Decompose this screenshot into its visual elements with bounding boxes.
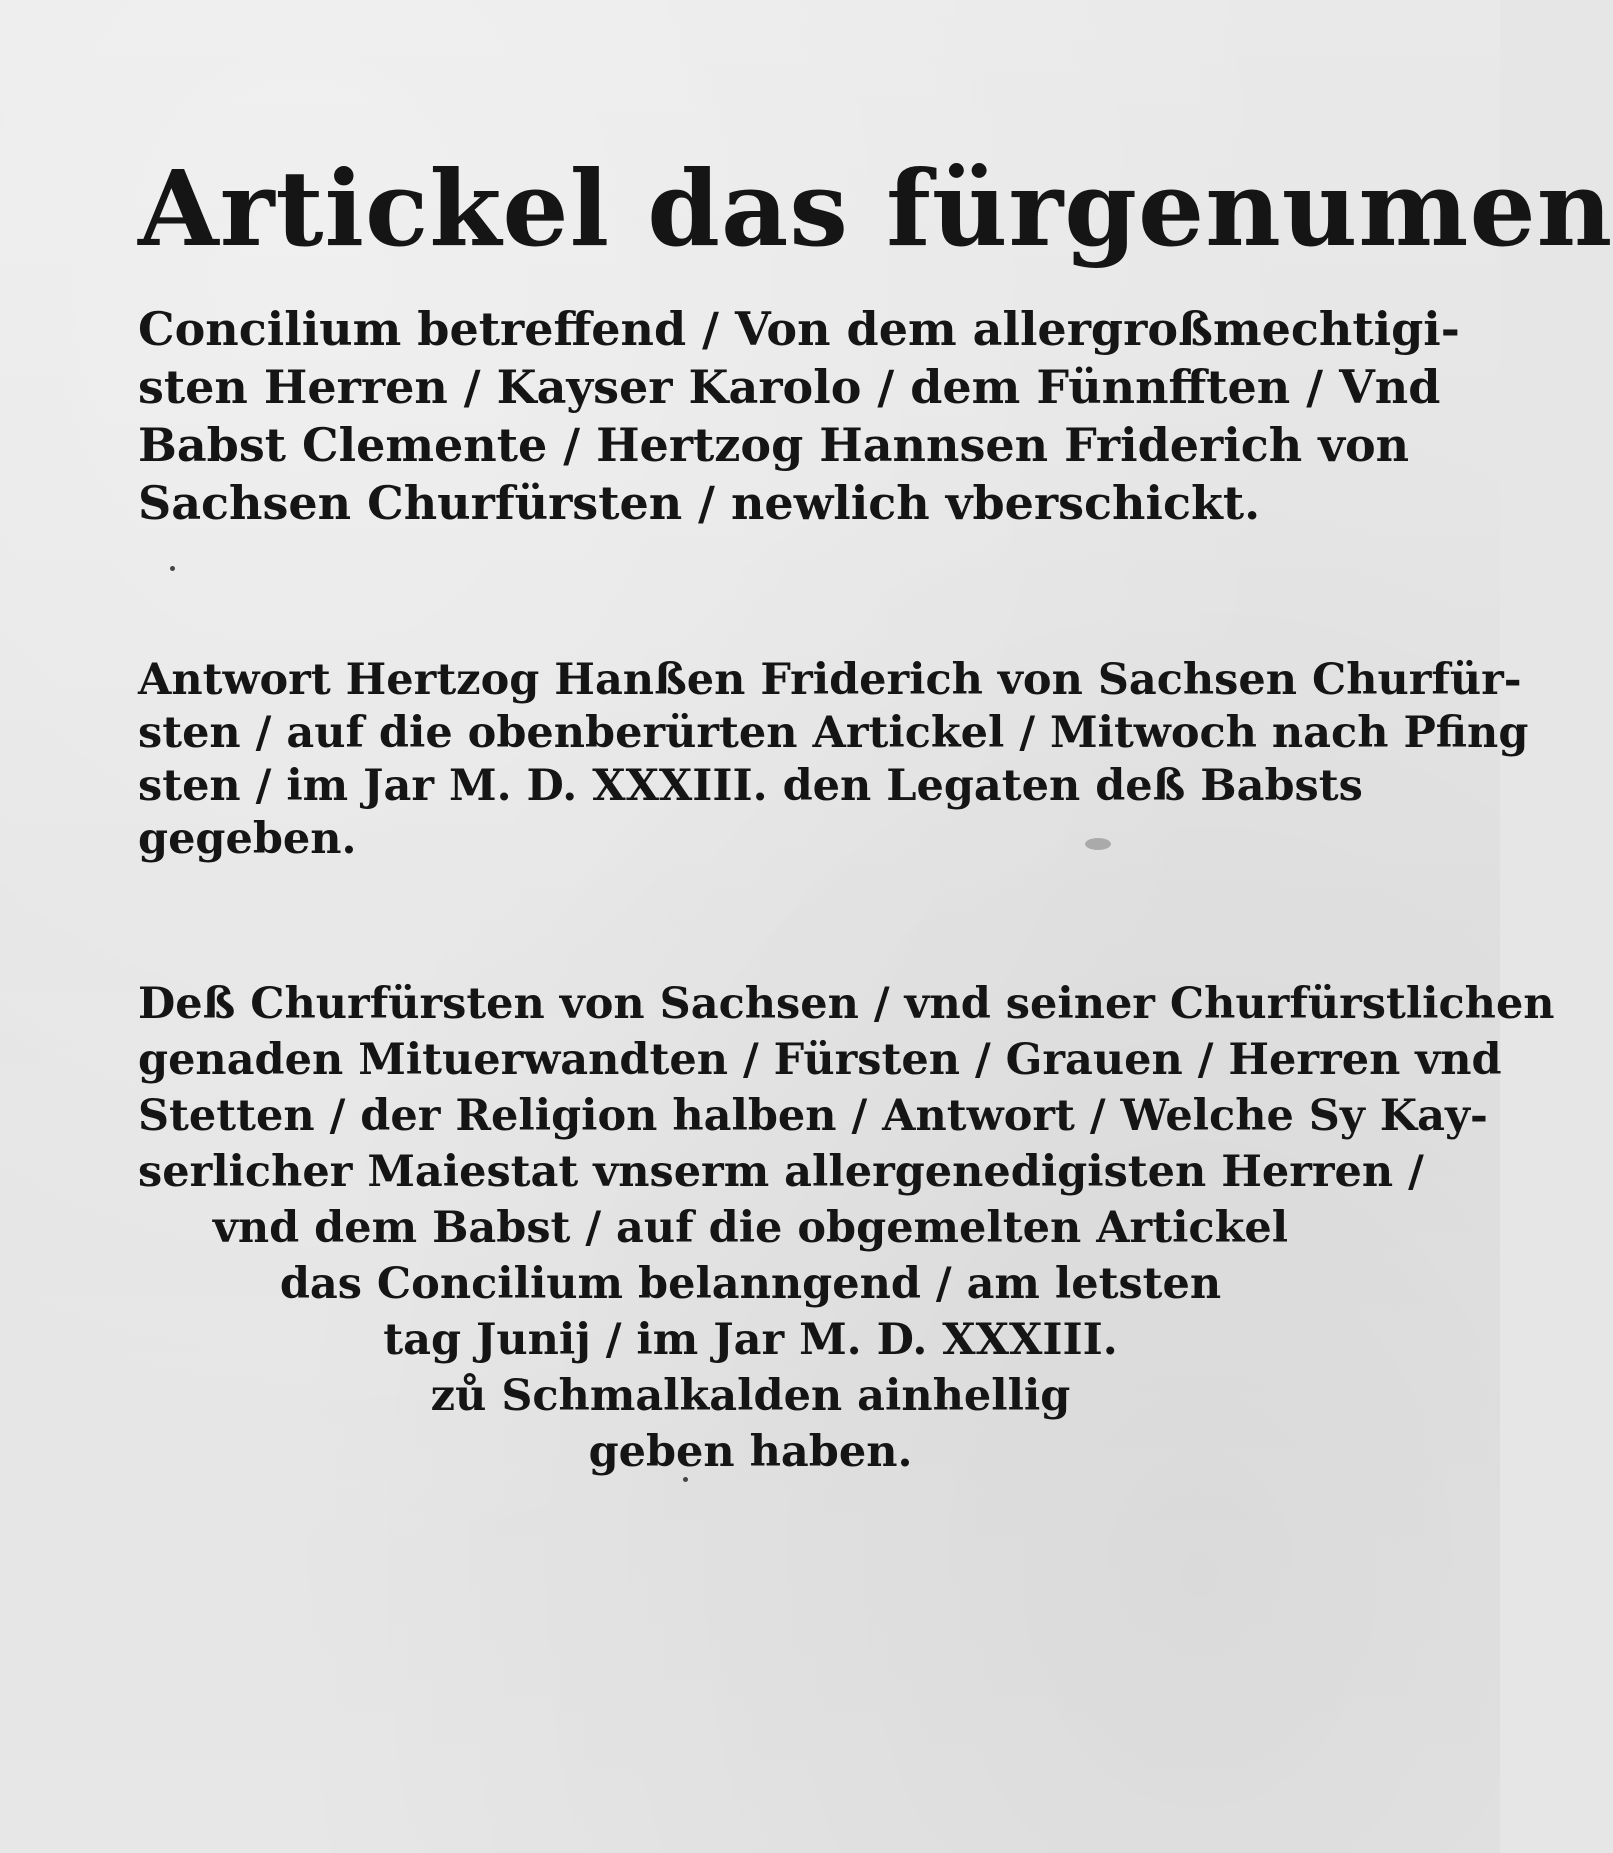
paragraph-3 bbox=[138, 976, 1555, 1480]
paragraph-3-line: genaden Mituerwandten / Fürsten / Grauen / Herren vnd bbox=[138, 1035, 1502, 1085]
paragraph-1-line: Concilium betreffend / Von dem allergroßmechtigi- bbox=[138, 302, 1460, 356]
ink-smudge bbox=[1085, 838, 1111, 850]
ink-speck bbox=[170, 566, 175, 571]
paragraph-2-line: sten / auf die obenberürten Artickel / Mitwoch nach Pfing bbox=[138, 708, 1529, 758]
paragraph-2-line: Antwort Hertzog Hanßen Friderich von Sachsen Churfür- bbox=[138, 655, 1522, 705]
paragraph-1-line: Sachsen Churfürsten / newlich vberschickt. bbox=[138, 476, 1261, 530]
paragraph-2 bbox=[138, 654, 1529, 866]
paragraph-3-line: geben haben. bbox=[588, 1427, 913, 1477]
ink-speck bbox=[683, 1477, 688, 1482]
paragraph-1-line: Babst Clemente / Hertzog Hannsen Friderich von bbox=[138, 418, 1410, 472]
paragraph-3-line: vnd dem Babst / auf die obgemelten Artickel bbox=[212, 1203, 1289, 1253]
paragraph-3-line: Stetten / der Religion halben / Antwort / Welche Sy Kay- bbox=[138, 1091, 1488, 1141]
document-title: Artickel das fürgenumen bbox=[138, 147, 1613, 270]
paragraph-2-line: gegeben. bbox=[138, 814, 357, 864]
paragraph-3-line: tag Junij / im Jar M. D. XXXIII. bbox=[383, 1315, 1118, 1365]
title-block bbox=[138, 140, 1613, 278]
paragraph-3-line: das Concilium belanngend / am letsten bbox=[279, 1259, 1222, 1309]
paragraph-1 bbox=[138, 300, 1460, 532]
paragraph-3-line: Deß Churfürsten von Sachsen / vnd seiner Churfürstlichen bbox=[138, 979, 1555, 1029]
paragraph-2-line: sten / im Jar M. D. XXXIII. den Legaten deß Babsts bbox=[138, 761, 1363, 811]
paragraph-3-line: zů Schmalkalden ainhellig bbox=[430, 1371, 1071, 1421]
paragraph-1-line: sten Herren / Kayser Karolo / dem Fünnfften / Vnd bbox=[138, 360, 1441, 414]
paragraph-3-line: serlicher Maiestat vnserm allergenedigisten Herren / bbox=[138, 1147, 1424, 1197]
